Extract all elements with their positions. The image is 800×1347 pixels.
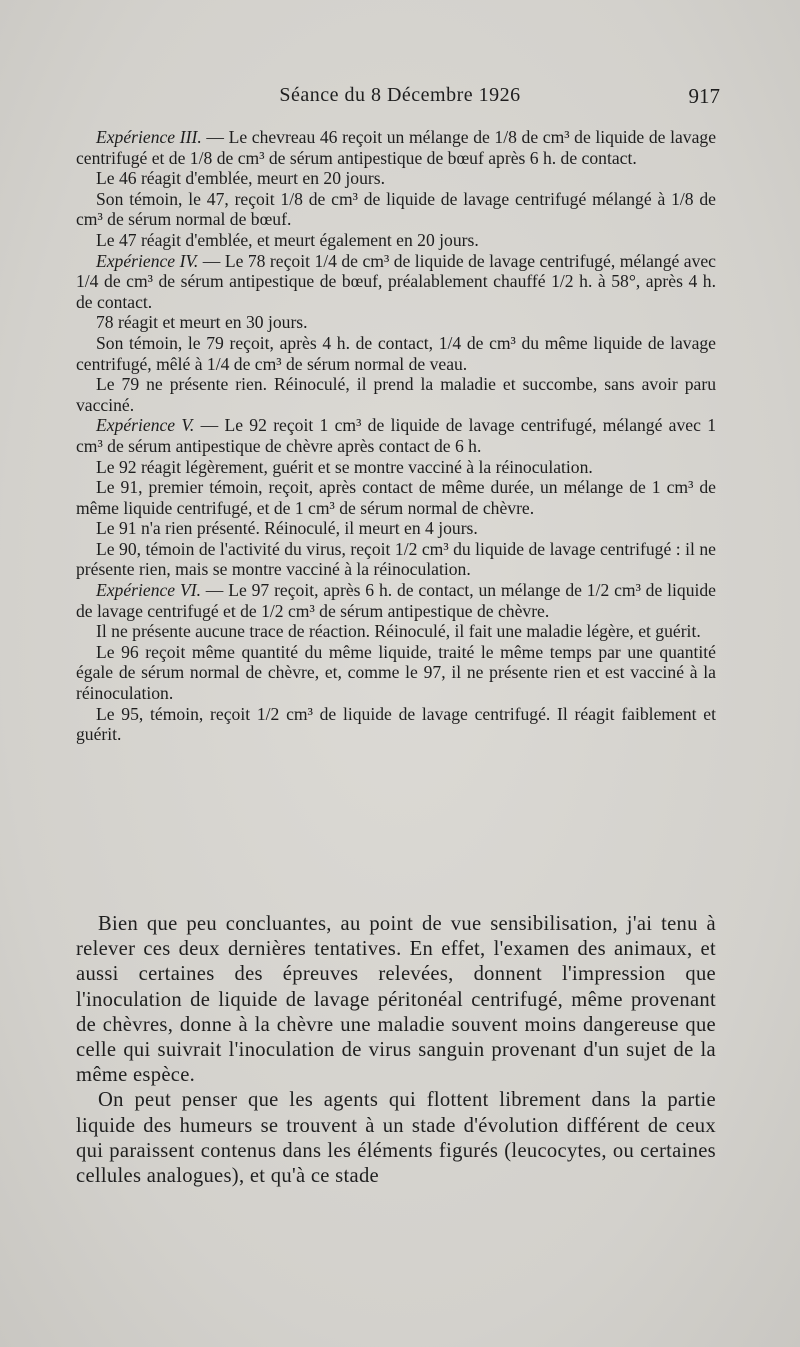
experiment-heading: Expérience V. xyxy=(96,415,195,436)
paragraph-text: Le 46 réagit d'emblée, meurt en 20 jours. xyxy=(96,168,385,189)
paragraph xyxy=(76,477,716,518)
running-title: Séance du 8 Décembre 1926 xyxy=(279,84,521,106)
discussion xyxy=(76,912,716,1189)
paragraph-text: Le 79 ne présente rien. Réinoculé, il prend la maladie et succombe, sans avoir paru vacciné. xyxy=(76,374,716,415)
paragraph-text: Le 91, premier témoin, reçoit, après contact de même durée, un mélange de 1 cm³ de même liquide centrifugé, et de 1 cm³ de sérum normal de chèvre. xyxy=(76,477,716,518)
paragraph-text: Son témoin, le 79 reçoit, après 4 h. de contact, 1/4 de cm³ du même liquide de lavage centrifugé, mêlé à 1/4 de cm³ de sérum normal de veau. xyxy=(76,332,716,374)
experiment-notes xyxy=(76,127,716,745)
paragraph: On peut penser que les agents qui flottent librement dans la partie liquide des humeurs se trouvent à un stade d'évolution différent de ceux qui paraissent contenus dans les éléments figurés (leucocytes, ou certaines cellules analogues), et qu'à ce stade xyxy=(76,1089,716,1188)
paragraph-text: — Le chevreau 46 reçoit un mélange de 1/8 de cm³ de liquide de lavage centrifugé et de 1/8 de cm³ de sérum antipestique de bœuf après 6 h. de contact. xyxy=(76,127,717,168)
experiment-heading: Expérience IV. xyxy=(96,250,199,271)
paragraph: Bien que peu concluantes, au point de vue sensibilisation, j'ai tenu à relever ces deux dernières tentatives. En effet, l'examen des animaux, et aussi certaines des épreuves relevées, donnent l'impression que l'inoculation de liquide de lavage péritonéal centrifugé, même provenant de chèvres, donne à la chèvre une maladie souvent moins dangereuse que celle qui suivrait l'inoculation de virus sanguin provenant d'un sujet de la même espèce. xyxy=(76,913,716,1087)
paragraph-text: Il ne présente aucune trace de réaction. Réinoculé, il fait une maladie légère, et guérit. xyxy=(96,621,701,642)
paragraph xyxy=(76,580,716,621)
paragraph xyxy=(76,642,716,704)
paragraph-text: Le 92 réagit légèrement, guérit et se montre vacciné à la réinoculation. xyxy=(96,456,593,477)
paragraph xyxy=(76,127,716,168)
paragraph xyxy=(76,539,716,580)
page-number: 917 xyxy=(688,84,720,108)
running-header xyxy=(80,84,720,114)
paragraph xyxy=(76,312,716,333)
paragraph-text: Le 47 réagit d'emblée, et meurt également en 20 jours. xyxy=(96,229,479,250)
paragraph xyxy=(76,230,716,251)
experiment-heading: Expérience III. xyxy=(96,127,202,147)
paragraph-text: Le 95, témoin, reçoit 1/2 cm³ de liquide de lavage centrifugé. Il réagit faiblement et guérit. xyxy=(76,703,716,745)
paragraph-text: — Le 92 reçoit 1 cm³ de liquide de lavage centrifugé, mélangé avec 1 cm³ de sérum antipestique de chèvre après contact de 6 h. xyxy=(76,415,716,456)
paragraph xyxy=(76,704,716,745)
experiment-heading: Expérience VI. xyxy=(96,580,201,601)
paragraph xyxy=(76,374,716,415)
paragraph xyxy=(76,189,716,230)
paragraph-text: Son témoin, le 47, reçoit 1/8 de cm³ de liquide de lavage centrifugé mélangé à 1/8 de cm³ de sérum normal de bœuf. xyxy=(76,188,716,230)
paragraph-text: Le 90, témoin de l'activité du virus, reçoit 1/2 cm³ du liquide de lavage centrifugé : il ne présente rien, mais se montre vacciné à la réinoculation. xyxy=(76,538,716,580)
paragraph xyxy=(76,457,716,478)
paragraph xyxy=(76,518,716,539)
paragraph xyxy=(76,621,716,642)
paragraph-text: Le 96 reçoit même quantité du même liquide, traité le même temps par une quantité égale de sérum normal de chèvre, et, comme le 97, il ne présente rien et est vacciné à la réinoculation. xyxy=(76,641,716,704)
paragraph xyxy=(76,415,716,456)
paragraph xyxy=(76,251,716,313)
paragraph-text: — Le 97 reçoit, après 6 h. de contact, un mélange de 1/2 cm³ de liquide de lavage centrifugé et de 1/2 cm³ de sérum antipestique de chèvre. xyxy=(76,580,716,621)
paragraph-text: — Le 78 reçoit 1/4 de cm³ de liquide de lavage centrifugé, mélangé avec 1/4 de cm³ de sérum antipestique de bœuf, préalablement chauffé 1/2 h. à 58°, après 4 h. de contact. xyxy=(76,250,716,312)
paragraph-text: Le 91 n'a rien présenté. Réinoculé, il meurt en 4 jours. xyxy=(96,518,478,539)
paragraph xyxy=(76,333,716,374)
paragraph-text: 78 réagit et meurt en 30 jours. xyxy=(96,312,308,333)
paragraph xyxy=(76,168,716,189)
